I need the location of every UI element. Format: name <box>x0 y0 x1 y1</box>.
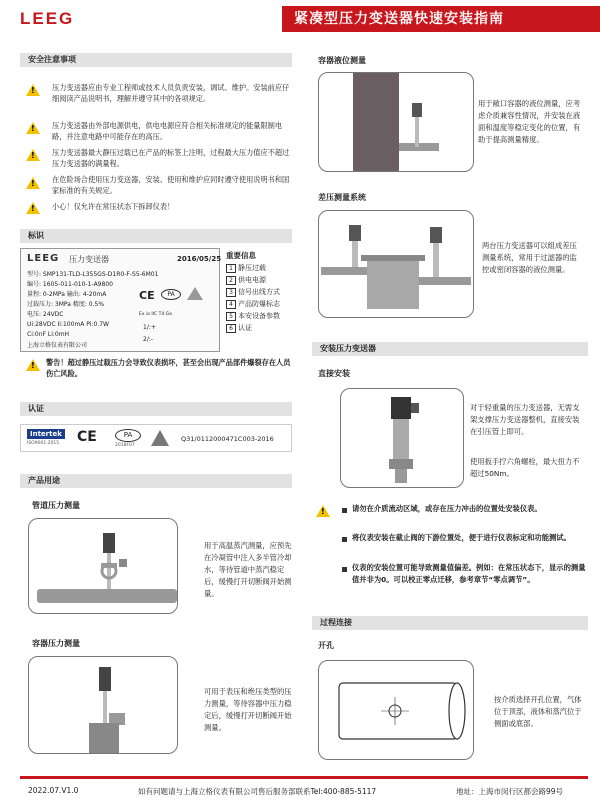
cert-strip <box>20 424 292 452</box>
pipe-measure-title: 管道压力测量 <box>32 501 80 510</box>
nameplate-ex: Ci:0nF Li:0mH <box>27 331 70 338</box>
hole-figure <box>318 660 474 760</box>
diff-measure-illustration <box>319 211 474 318</box>
bullet-icon <box>342 567 347 572</box>
level-measure-title: 容器液位测量 <box>318 56 366 65</box>
page-title: 紧凑型压力变送器快速安装指南 <box>282 6 600 32</box>
legend-item: 6 认证 <box>226 322 294 334</box>
safety-item: 压力变送器最大静压过载已在产品的标签上注明，过程最大压力值应不超过压力变送器的满量程。 <box>52 148 290 168</box>
ce-mark-icon: CE <box>77 429 97 445</box>
direct-install-illustration <box>341 389 464 488</box>
nameplate-serial: 编号: 1605-011-010-1-A9800 <box>27 281 113 288</box>
nameplate-overload: 过载压力: 3MPa 精度: 0.5% <box>27 301 105 308</box>
install-bullet: 仪表的安装位置可能导致测量值偏差。例如：在常压状态下，显示的测量值并非为0。可以校正零点迁移，参考章节“零点调节”。 <box>352 563 586 584</box>
safety-item: 小心！仅允许在常压状态下拆卸仪表！ <box>52 202 175 211</box>
pipe-measure-figure <box>28 518 178 614</box>
cert-section-header: 认证 <box>20 402 292 416</box>
hole-illustration <box>319 661 474 760</box>
diff-measure-figure <box>318 210 474 318</box>
warning-icon <box>26 84 40 96</box>
vessel-measure-title: 容器压力测量 <box>32 639 80 648</box>
hole-text: 按介质选择开孔位置，气体位于顶部，液体和蒸汽位于侧面或底部。 <box>494 695 582 728</box>
install-warning: 请勿在介质流动区域，或存在压力冲击的位置处安装仪表。 <box>352 504 542 513</box>
direct-install-figure <box>340 388 464 488</box>
install-section-header: 安装压力变送器 <box>312 342 588 356</box>
nameplate-signal: Ui:28VDC Ii:100mA Pi:0.7W <box>27 321 109 328</box>
pa-mark-icon: PA <box>161 289 181 300</box>
nameplate-power: 电压: 24VDC <box>27 311 64 318</box>
direct-install-torque: 使用扳手拧六角螺栓，最大扭力不超过50Nm。 <box>470 457 580 478</box>
level-measure-illustration <box>319 73 474 172</box>
install-bullet: 将仪表安装在截止阀的下游位置处，便于进行仪表标定和功能测试。 <box>352 533 571 542</box>
ex-mark-icon <box>151 430 169 446</box>
nameplate-product: 压力变送器 <box>69 255 109 264</box>
vessel-measure-text: 可用于表压和绝压类型的压力测量，等待容器中压力稳定后，缓慢打开切断阀开始测量。 <box>204 687 292 732</box>
nameplate-cert-no: Ex ia IIC T4 Ga <box>139 312 172 317</box>
ce-mark-icon: CE <box>139 289 155 302</box>
brand-logo: LEEG <box>20 9 75 28</box>
legend-title: 重要信息 <box>226 251 256 260</box>
vessel-measure-illustration <box>29 657 178 754</box>
iso-label: ISO9001:2015 <box>27 441 60 446</box>
legend-item: 3 信号出线方式 <box>226 286 294 298</box>
safety-section-header: 安全注意事项 <box>20 53 292 67</box>
warning-icon <box>26 177 40 189</box>
hole-title: 开孔 <box>318 641 334 650</box>
pipe-measure-text: 用于高温蒸汽测量，应预先在冷凝管中注入多半管冷却水，等待管道中蒸汽稳定后，缓慢打开切断阀开始测量。 <box>204 541 292 598</box>
nameplate-brand: LEEG <box>27 253 60 264</box>
bullet-icon <box>342 537 347 542</box>
nameplate-terminal-2: 2/:- <box>143 336 154 343</box>
legend-item: 5 本安设备参数 <box>226 310 294 322</box>
warning-icon <box>26 359 40 371</box>
warning-icon <box>26 122 40 134</box>
label-legend <box>226 250 294 334</box>
nameplate-date: 2016/05/25 <box>177 255 222 263</box>
legend-item: 1 静压过载 <box>226 262 294 274</box>
warning-icon <box>26 149 40 161</box>
process-section-header: 过程连接 <box>312 616 588 630</box>
footer-address: 地址：上海市闵行区都会路99号 <box>456 787 564 796</box>
legend-item: 4 产品防爆标志 <box>226 298 294 310</box>
safety-item: 压力变送器由外部电源供电，供电电源应符合相关标准规定的能量限制电路，并注意电路中可能存在的高压。 <box>52 121 283 141</box>
footer-service: 如有问题请与上海立格仪表有限公司售后服务部联系Tel:400-885-5117 <box>138 787 377 796</box>
safety-item: 在危险场合使用压力变送器，安装、使用和维护应同时遵守使用说明书和国家标准的有关规定。 <box>52 175 290 195</box>
level-measure-text: 用于敞口容器的液位测量，应考虑介质兼容性情况，并安装在液面和温度等稳定变化的位置，有助于提高测量精度。 <box>478 99 581 144</box>
cert-code: Q31/0112000471C003-2016 <box>181 435 274 443</box>
diff-measure-text: 两台压力变送器可以组成差压测量系统，常用于过滤器的监控或密闭容器的液位测量。 <box>482 241 577 274</box>
ex-mark-icon <box>187 287 203 300</box>
direct-install-text: 对于轻重量的压力变送器，无需支架支撑压力变送器整机，直接安装在引压管上即可。 <box>470 403 580 436</box>
direct-install-title: 直接安装 <box>318 369 350 378</box>
vessel-measure-figure <box>28 656 178 754</box>
usage-section-header: 产品用途 <box>20 474 292 488</box>
footer-version: 2022.07.V1.0 <box>28 786 79 795</box>
label-section-header: 标识 <box>20 229 292 243</box>
pa-mark-icon: PA <box>115 429 141 442</box>
nameplate-maker: 上海立格仪表有限公司 <box>27 342 88 349</box>
nameplate-model: 型号: SMP131-TLD-L355GS-D1R0-F-S5-6M01 <box>27 271 159 278</box>
footer-divider <box>20 776 588 779</box>
nameplate-terminal-1: 1/:+ <box>143 324 156 331</box>
intertek-logo: Intertek <box>27 429 65 439</box>
warning-icon <box>26 202 40 214</box>
product-nameplate <box>20 248 220 352</box>
nameplate-range: 量程: 0-2MPa 输出: 4-20mA <box>27 291 107 298</box>
overload-warning: 警告！超过静压过载压力会导致仪表损坏，甚至会出现产品部件爆裂存在人员伤亡风险。 <box>46 358 291 378</box>
diff-measure-title: 差压测量系统 <box>318 193 366 202</box>
bullet-icon <box>342 508 347 513</box>
safety-item: 压力变送器应由专业工程师或技术人员负责安装，调试、维护。安装前应仔细阅读产品说明书，理解并遵守其中的各项规定。 <box>52 83 290 103</box>
warning-icon <box>316 505 330 517</box>
level-measure-figure <box>318 72 474 172</box>
legend-item: 2 供电电源 <box>226 274 294 286</box>
pipe-measure-illustration <box>29 519 178 614</box>
pa-sub-label: 2018F07 <box>115 443 135 448</box>
